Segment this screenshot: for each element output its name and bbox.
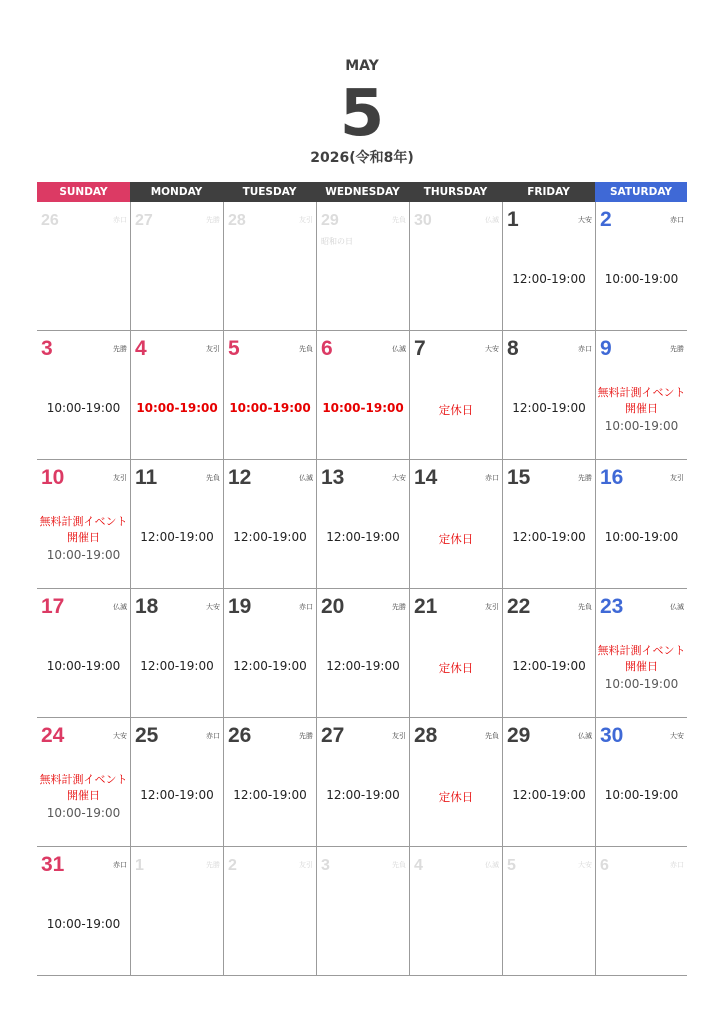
day-number: 14 [414,466,438,489]
event-label-sub: 開催日 [625,660,658,673]
day-number: 16 [600,466,624,489]
rokuyo-label: 赤口 [206,732,220,740]
day-number: 1 [507,208,519,231]
rokuyo-label: 赤口 [299,603,313,611]
day-number: 22 [507,595,531,618]
day-number: 29 [321,212,339,229]
rokuyo-label: 仏滅 [485,861,499,869]
weekday-monday: MONDAY [130,182,223,202]
day-number: 2 [228,857,237,874]
rokuyo-label: 赤口 [670,216,684,224]
rokuyo-label: 先負 [485,732,499,740]
rokuyo-label: 大安 [392,474,406,482]
day-cell[interactable] [37,460,130,588]
day-cell[interactable] [502,589,595,717]
day-number: 29 [507,724,531,747]
rokuyo-label: 仏滅 [578,732,592,740]
business-hours: 10:00-19:00 [229,401,311,415]
rokuyo-label: 仏滅 [670,603,684,611]
day-cell[interactable] [316,331,409,459]
day-cell[interactable] [223,331,316,459]
day-number: 3 [41,337,53,360]
rokuyo-label: 友引 [485,603,499,611]
rokuyo-label: 先負 [392,861,406,869]
calendar-week-row [37,331,687,460]
day-number: 30 [414,212,432,229]
business-hours: 12:00-19:00 [233,530,307,544]
rokuyo-label: 先勝 [392,603,406,611]
closed-day-label: 定休日 [438,532,474,546]
closed-day-label: 定休日 [438,661,474,675]
day-number: 4 [414,857,423,874]
day-number: 15 [507,466,531,489]
day-number: 28 [228,212,246,229]
rokuyo-label: 先負 [206,474,220,482]
business-hours: 10:00-19:00 [604,530,679,544]
day-cell[interactable] [595,847,687,975]
day-number: 6 [600,857,609,874]
closed-day-label: 定休日 [438,790,474,804]
rokuyo-label: 赤口 [113,861,127,869]
day-number: 25 [135,724,159,747]
rokuyo-label: 大安 [578,216,592,224]
day-number: 18 [135,595,159,618]
business-hours: 10:00-19:00 [46,548,121,562]
business-hours: 10:00-19:00 [604,419,679,433]
day-cell[interactable] [502,202,595,330]
day-number: 30 [600,724,624,747]
calendar-grid [37,202,687,976]
day-cell[interactable] [130,847,223,975]
day-number: 4 [135,337,147,360]
business-hours: 10:00-19:00 [604,677,679,691]
day-cell[interactable] [409,331,502,459]
rokuyo-label: 先勝 [206,216,220,224]
business-hours: 12:00-19:00 [140,788,214,802]
day-number: 10 [41,466,65,489]
weekday-tuesday: TUESDAY [223,182,316,202]
day-cell[interactable] [595,718,687,846]
day-number: 9 [600,337,612,360]
day-cell[interactable] [502,460,595,588]
day-cell[interactable] [502,847,595,975]
day-number: 7 [414,337,426,360]
rokuyo-label: 先勝 [113,345,127,353]
business-hours: 12:00-19:00 [233,788,307,802]
day-number: 3 [321,857,330,874]
rokuyo-label: 赤口 [485,474,499,482]
rokuyo-label: 大安 [485,345,499,353]
rokuyo-label: 友引 [392,732,406,740]
event-label: 無料計測イベント [597,386,686,399]
day-number: 5 [507,857,516,874]
business-hours: 12:00-19:00 [140,530,214,544]
day-number: 26 [228,724,252,747]
day-cell[interactable] [130,331,223,459]
business-hours: 12:00-19:00 [326,659,400,673]
day-cell[interactable] [37,331,130,459]
business-hours: 12:00-19:00 [326,530,400,544]
year-label: 2026(令和8年) [310,150,414,166]
calendar-header [0,0,724,180]
business-hours: 12:00-19:00 [512,788,586,802]
rokuyo-label: 仏滅 [113,603,127,611]
rokuyo-label: 友引 [299,861,313,869]
rokuyo-label: 先負 [578,603,592,611]
day-cell[interactable] [130,589,223,717]
event-label-sub: 開催日 [67,531,100,544]
day-cell[interactable] [316,460,409,588]
business-hours: 12:00-19:00 [512,401,586,415]
business-hours: 12:00-19:00 [512,272,586,286]
business-hours: 10:00-19:00 [136,401,218,415]
day-number: 11 [135,466,158,489]
business-hours: 12:00-19:00 [233,659,307,673]
day-number: 19 [228,595,252,618]
weekday-sunday: SUNDAY [37,182,130,202]
day-number: 23 [600,595,624,618]
rokuyo-label: 赤口 [578,345,592,353]
rokuyo-label: 友引 [670,474,684,482]
rokuyo-label: 先負 [392,216,406,224]
day-cell[interactable] [223,718,316,846]
day-cell[interactable] [37,202,130,330]
day-number: 24 [41,724,65,747]
day-number: 26 [41,212,59,229]
weekday-wednesday: WEDNESDAY [316,182,409,202]
event-label-sub: 開催日 [67,789,100,802]
rokuyo-label: 大安 [670,732,684,740]
day-cell[interactable] [223,202,316,330]
weekday-saturday: SATURDAY [595,182,687,202]
day-number: 12 [228,466,252,489]
day-cell[interactable] [595,589,687,717]
day-number: 17 [41,595,65,618]
day-cell[interactable] [316,202,409,330]
rokuyo-label: 先勝 [299,732,313,740]
business-hours: 12:00-19:00 [512,530,586,544]
event-label-sub: 開催日 [625,402,658,415]
day-cell[interactable] [595,331,687,459]
rokuyo-label: 赤口 [113,216,127,224]
day-cell[interactable] [130,718,223,846]
business-hours: 10:00-19:00 [322,401,404,415]
day-cell[interactable] [409,202,502,330]
business-hours: 10:00-19:00 [46,401,121,415]
rokuyo-label: 大安 [113,732,127,740]
closed-day-label: 定休日 [438,403,474,417]
day-number: 1 [135,857,144,874]
day-cell[interactable] [316,718,409,846]
business-hours: 10:00-19:00 [46,659,121,673]
day-number: 13 [321,466,345,489]
day-number: 21 [414,595,438,618]
month-name: MAY [345,58,379,74]
business-hours: 10:00-19:00 [604,272,679,286]
day-cell[interactable] [595,460,687,588]
day-cell[interactable] [130,460,223,588]
day-number: 2 [600,208,612,231]
day-cell[interactable] [409,589,502,717]
business-hours: 10:00-19:00 [604,788,679,802]
day-number: 27 [321,724,345,747]
weekday-header-row [37,182,687,202]
calendar-week-row [37,718,687,847]
event-label: 無料計測イベント [39,773,128,786]
day-cell[interactable] [409,718,502,846]
day-number: 20 [321,595,345,618]
rokuyo-label: 先勝 [206,861,220,869]
rokuyo-label: 仏滅 [299,474,313,482]
month-number: 5 [339,77,385,151]
holiday-name: 昭和の日 [321,237,353,246]
business-hours: 10:00-19:00 [46,917,121,931]
day-cell[interactable] [595,202,687,330]
rokuyo-label: 先勝 [578,474,592,482]
rokuyo-label: 先勝 [670,345,684,353]
business-hours: 12:00-19:00 [140,659,214,673]
calendar-week-row [37,847,687,976]
day-cell[interactable] [37,718,130,846]
rokuyo-label: 大安 [206,603,220,611]
event-label: 無料計測イベント [39,515,128,528]
rokuyo-label: 先負 [299,345,313,353]
day-number: 27 [135,212,153,229]
day-cell[interactable] [223,589,316,717]
rokuyo-label: 友引 [206,345,220,353]
day-cell[interactable] [223,460,316,588]
rokuyo-label: 仏滅 [485,216,499,224]
rokuyo-label: 赤口 [670,861,684,869]
rokuyo-label: 友引 [113,474,127,482]
rokuyo-label: 大安 [578,861,592,869]
day-cell[interactable] [130,202,223,330]
business-hours: 10:00-19:00 [46,806,121,820]
calendar-week-row [37,460,687,589]
day-number: 8 [507,337,519,360]
day-cell[interactable] [409,460,502,588]
day-cell[interactable] [316,847,409,975]
event-label: 無料計測イベント [597,644,686,657]
rokuyo-label: 仏滅 [392,345,406,353]
day-number: 6 [321,337,333,360]
day-cell[interactable] [37,847,130,975]
day-cell[interactable] [223,847,316,975]
day-cell[interactable] [316,589,409,717]
calendar-week-row [37,589,687,718]
weekday-thursday: THURSDAY [409,182,502,202]
business-hours: 12:00-19:00 [326,788,400,802]
rokuyo-label: 友引 [299,216,313,224]
calendar-week-row [37,202,687,331]
business-hours: 12:00-19:00 [512,659,586,673]
weekday-friday: FRIDAY [502,182,595,202]
day-cell[interactable] [37,589,130,717]
day-number: 28 [414,724,438,747]
day-cell[interactable] [409,847,502,975]
day-number: 5 [228,337,240,360]
day-cell[interactable] [502,718,595,846]
day-number: 31 [41,853,65,876]
day-cell[interactable] [502,331,595,459]
